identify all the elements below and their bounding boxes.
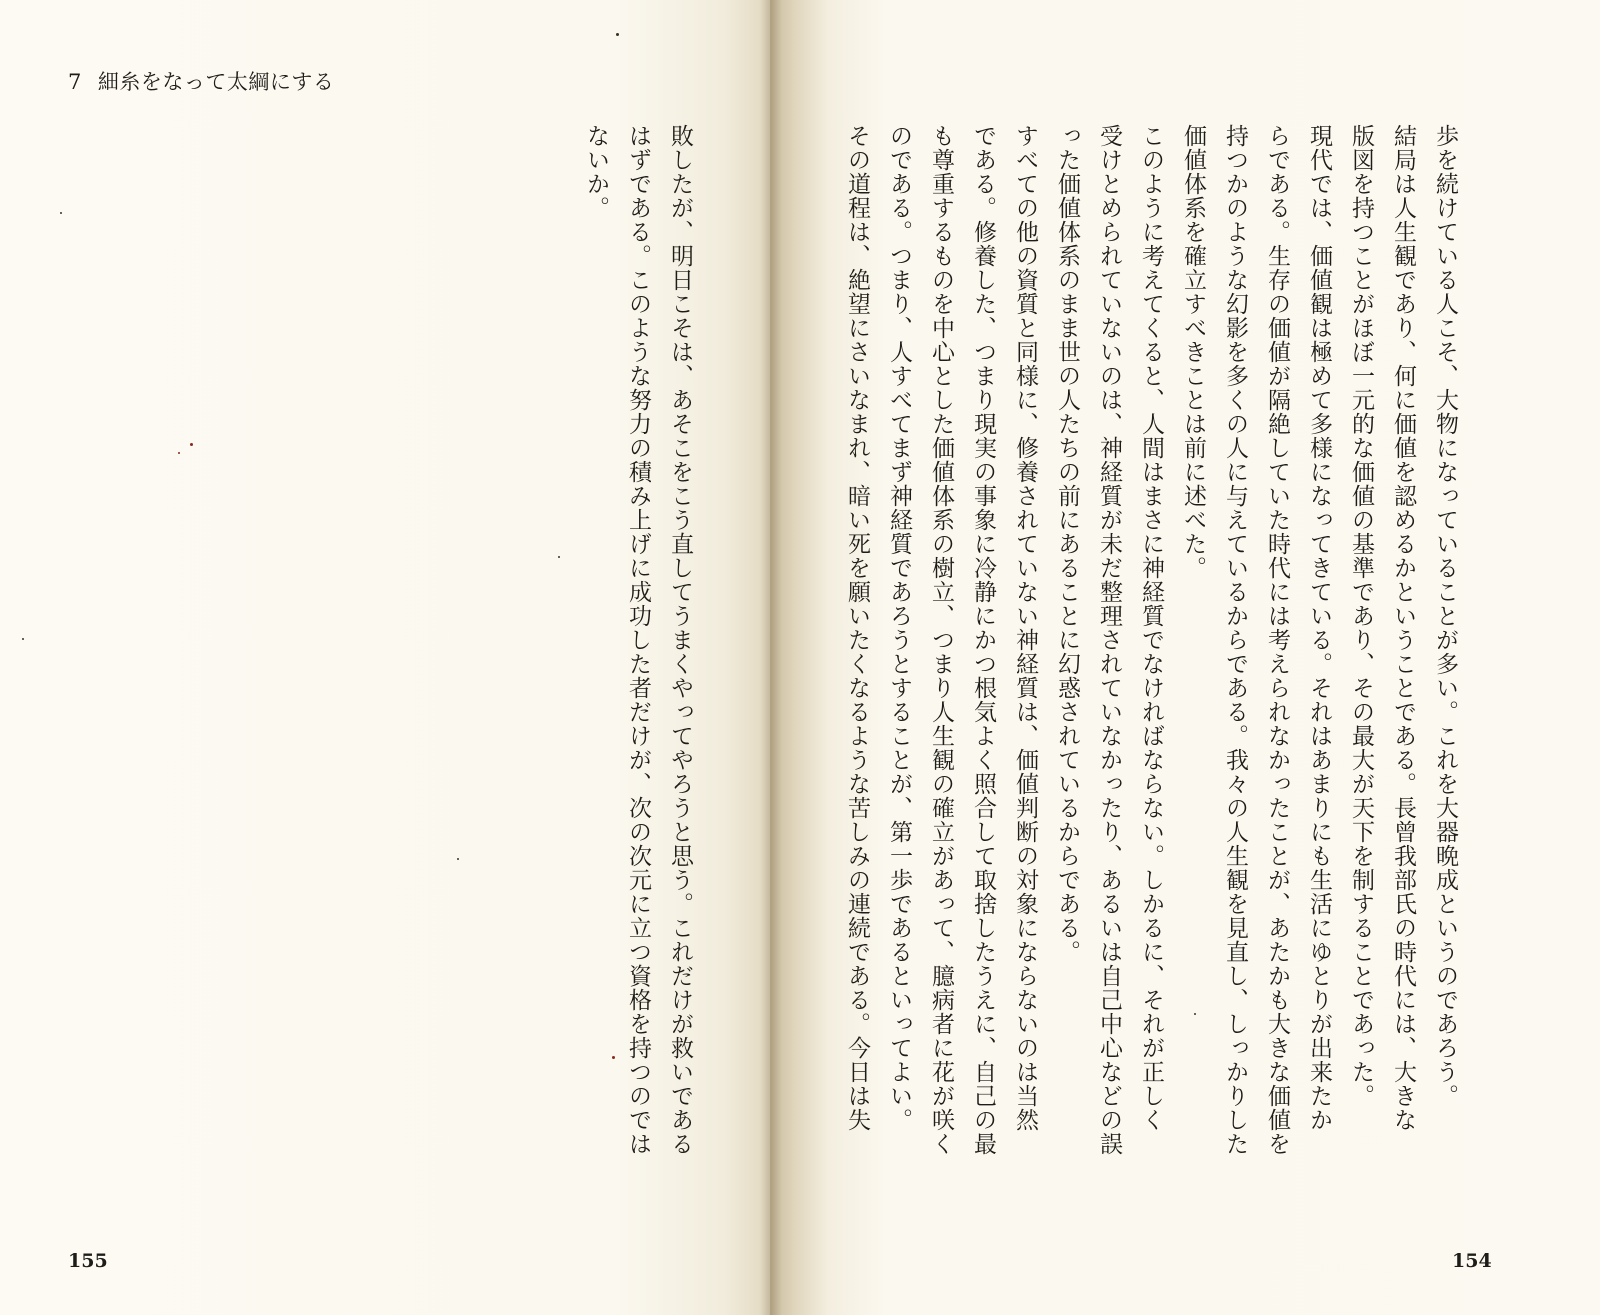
text-line: 歩を続けている人こそ、大物になっていることが多い。これを大器晩成というのであろう。 <box>1432 124 1458 1108</box>
text-line: 敗したが、明日こそは、あそこをこう直してうまくやってやろうと思う。これだけが救いである <box>667 124 693 1156</box>
text-line: その道程は、絶望にさいなまれ、暗い死を願いたくなるような苦しみの連続である。今日は失 <box>844 124 870 1132</box>
text-line: 持つかのような幻影を多くの人に与えているからである。我々の人生観を見直し、しっかりした <box>1222 124 1248 1156</box>
paper-speck <box>190 443 193 446</box>
left-page-text <box>575 124 701 1224</box>
text-line: はずである。このような努力の積み上げに成功した者だけが、次の次元に立つ資格を持つのでは <box>625 124 651 1156</box>
paper-speck <box>60 212 62 214</box>
page-number-right: 154 <box>1452 1250 1492 1272</box>
paper-speck <box>457 858 459 860</box>
chapter-title: 細糸をなって太綱にする <box>97 70 335 94</box>
paper-speck <box>178 452 180 454</box>
text-line: 受けとめられていないのは、神経質が未だ整理されていなかったり、あるいは自己中心などの誤 <box>1096 124 1122 1156</box>
text-line: このように考えてくると、人間はまさに神経質でなければならない。しかるに、それが正しく <box>1138 124 1164 1132</box>
chapter-number: 7 <box>68 70 82 94</box>
text-line: 価値体系を確立すべきことは前に述べた。 <box>1180 124 1206 580</box>
text-line: も尊重するものを中心とした価値体系の樹立、つまり人生観の確立があって、臆病者に花が咲く <box>928 124 954 1156</box>
running-head <box>68 66 334 96</box>
paper-speck <box>616 33 619 36</box>
text-line: のである。つまり、人すべてまず神経質であろうとすることが、第一歩であるといってよい。 <box>886 124 912 1132</box>
book-gutter <box>760 0 782 1315</box>
text-line: である。修養した、つまり現実の事象に冷静にかつ根気よく照合して取捨したうえに、自己の最 <box>970 124 996 1156</box>
paper-speck <box>22 638 24 640</box>
paper-speck <box>1194 1013 1196 1015</box>
paper-speck <box>558 556 560 558</box>
text-line: らである。生存の価値が隔絶していた時代には考えられなかったことが、あたかも大きな価値を <box>1264 124 1290 1156</box>
right-page-text <box>836 124 1466 1224</box>
page-number-left: 155 <box>68 1250 108 1272</box>
text-line: 版図を持つことがほぼ一元的な価値の基準であり、その最大が天下を制することであった。 <box>1348 124 1374 1108</box>
text-line: すべての他の資質と同様に、修養されていない神経質は、価値判断の対象にならないのは当然 <box>1012 124 1038 1132</box>
text-line: ないか。 <box>583 124 609 220</box>
text-line: 結局は人生観であり、何に価値を認めるかということである。長曾我部氏の時代には、大きな <box>1390 124 1416 1132</box>
paper-speck <box>612 1056 615 1059</box>
text-line: 現代では、価値観は極めて多様になってきている。それはあまりにも生活にゆとりが出来たか <box>1306 124 1332 1132</box>
text-line: った価値体系のまま世の人たちの前にあることに幻惑されているからである。 <box>1054 124 1080 964</box>
